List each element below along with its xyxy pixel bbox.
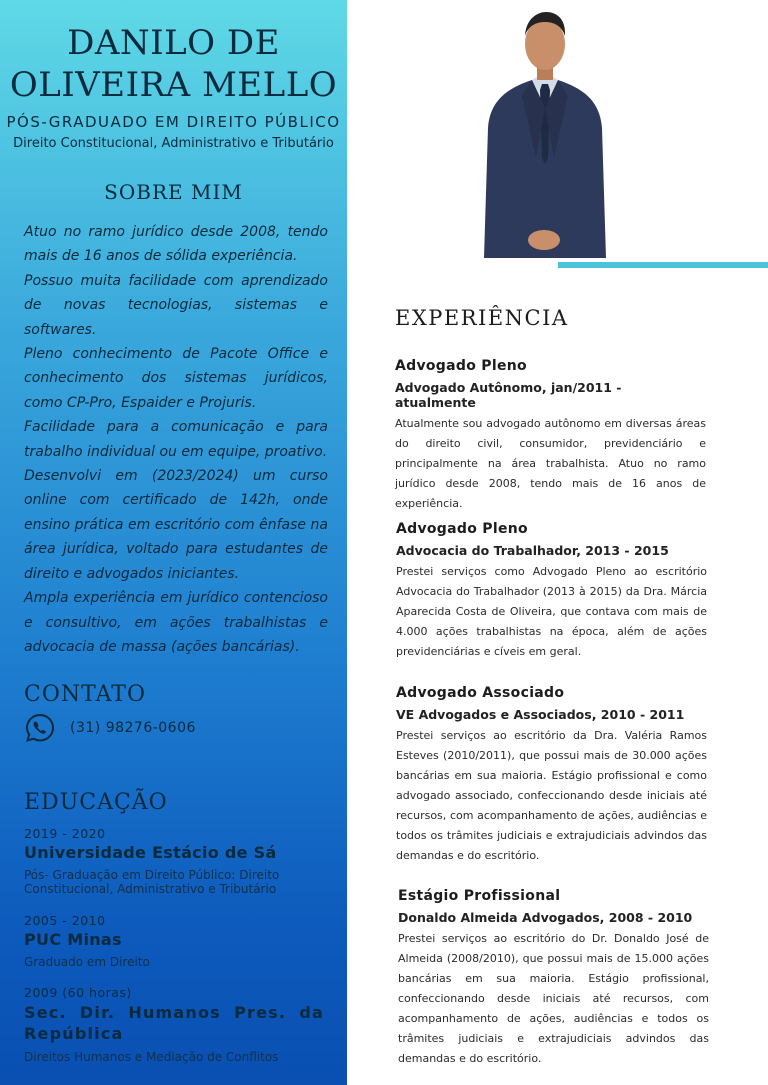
- education-item: [24, 913, 324, 969]
- education-item: [24, 985, 324, 1064]
- education-school: Sec. Dir. Humanos Pres. da República: [24, 1003, 324, 1043]
- profile-photo: [470, 8, 620, 258]
- about-paragraph: Possuo muita facilidade com aprendizado de novas tecnologias, sistemas e softwares.: [24, 272, 328, 338]
- education-course: Graduado em Direito: [24, 955, 150, 969]
- name-line-1: DANILO DE: [67, 23, 280, 63]
- education-school: PUC Minas: [24, 930, 122, 949]
- job-role: Advogado Associado: [396, 685, 565, 701]
- experience-item: [396, 685, 707, 866]
- experience-item: [398, 888, 709, 1069]
- about-paragraph: Desenvolvi em (2023/2024) um curso online com certificado de 142h, onde ensino prática em escritório com ênfase na área jurídica, voltado para estudantes de direito e advogados iniciantes.: [24, 468, 328, 582]
- experience-item: [395, 358, 706, 514]
- about-paragraph: Ampla experiência em jurídico contencioso e consultivo, em ações trabalhistas e advocacia de massa (ações bancárias).: [24, 590, 328, 655]
- job-role: Estágio Profissional: [398, 888, 561, 904]
- person-name: [0, 22, 347, 106]
- education-title: EDUCAÇÃO: [24, 790, 168, 815]
- phone-number[interactable]: (31) 98276-0606: [70, 720, 196, 736]
- about-title: SOBRE MIM: [104, 180, 243, 204]
- job-organization: Advocacia do Trabalhador, 2013 - 2015: [396, 543, 669, 558]
- about-paragraph: Pleno conhecimento de Pacote Office e conhecimento dos sistemas jurídicos, como CP-Pro, Espaider e Projuris.: [24, 346, 328, 411]
- job-role: Advogado Pleno: [396, 521, 528, 537]
- contact-title: CONTATO: [24, 682, 146, 707]
- job-description: Atualmente sou advogado autônomo em diversas áreas do direito civil, consumidor, previdenciário e principalmente na área trabalhista. Atuo no ramo jurídico desde 2008, tendo mais de 16 anos de experiência.: [395, 417, 706, 510]
- job-description: Prestei serviços ao escritório da Dra. Valéria Ramos Esteves (2010/2011), que possui mais de 30.000 ações bancárias em sua maioria. Estágio profissional e como advogado associado, confeccionando desde iniciais até recursos, com acompanhamento de ações, audiências e todos os trâmites judiciais e extrajudiciais advindos das demandas e do escritório.: [396, 729, 707, 862]
- whatsapp-icon: [24, 712, 56, 744]
- job-organization: Advogado Autônomo, jan/2011 - atualmente: [395, 380, 622, 410]
- about-paragraph: Atuo no ramo jurídico desde 2008, tendo mais de 16 anos de sólida experiência.: [24, 224, 328, 265]
- about-paragraph: Facilidade para a comunicação e para trabalho individual ou em equipe, proativo.: [24, 419, 328, 460]
- education-school: Universidade Estácio de Sá: [24, 843, 277, 862]
- education-years: 2019 - 2020: [24, 826, 106, 841]
- job-role: Advogado Pleno: [395, 358, 527, 374]
- job-organization: VE Advogados e Associados, 2010 - 2011: [396, 707, 685, 722]
- job-organization: Donaldo Almeida Advogados, 2008 - 2010: [398, 910, 693, 925]
- name-line-2: OLIVEIRA MELLO: [9, 65, 338, 105]
- left-sidebar: [0, 0, 347, 1085]
- education-course: Direitos Humanos e Mediação de Conflitos: [24, 1050, 279, 1064]
- accent-line: [558, 262, 768, 268]
- job-description: Prestei serviços ao escritório do Dr. Donaldo José de Almeida (2008/2010), que possui mais de 15.000 ações bancárias em sua maioria. Estágio profissional, confeccionando desde iniciais até recursos, com acompanhamento de ações, audiências e todos os trâmites judiciais e extrajudiciais advindos das demandas e do escritório.: [398, 932, 709, 1065]
- experience-item: [396, 521, 707, 662]
- phone-row[interactable]: [24, 712, 196, 744]
- job-description: Prestei serviços como Advogado Pleno ao escritório Advocacia do Trabalhador (2013 à 2015) da Dra. Márcia Aparecida Costa de Oliveira, que contava com mais de 4.000 ações trabalhistas na época, além de ações previdenciárias e cíveis em geral.: [396, 565, 707, 658]
- specialty-line: Direito Constitucional, Administrativo e Tributário: [13, 136, 334, 151]
- professional-subtitle: PÓS-GRADUADO EM DIREITO PÚBLICO: [6, 113, 341, 131]
- education-years: 2005 - 2010: [24, 913, 106, 928]
- experience-title: EXPERIÊNCIA: [395, 306, 569, 330]
- education-years: 2009 (60 horas): [24, 985, 132, 1000]
- education-item: [24, 826, 324, 896]
- about-section: [24, 220, 328, 659]
- education-course: Pós- Graduação em Direito Público: Direito Constitucional, Administrativo e Tributário: [24, 868, 280, 896]
